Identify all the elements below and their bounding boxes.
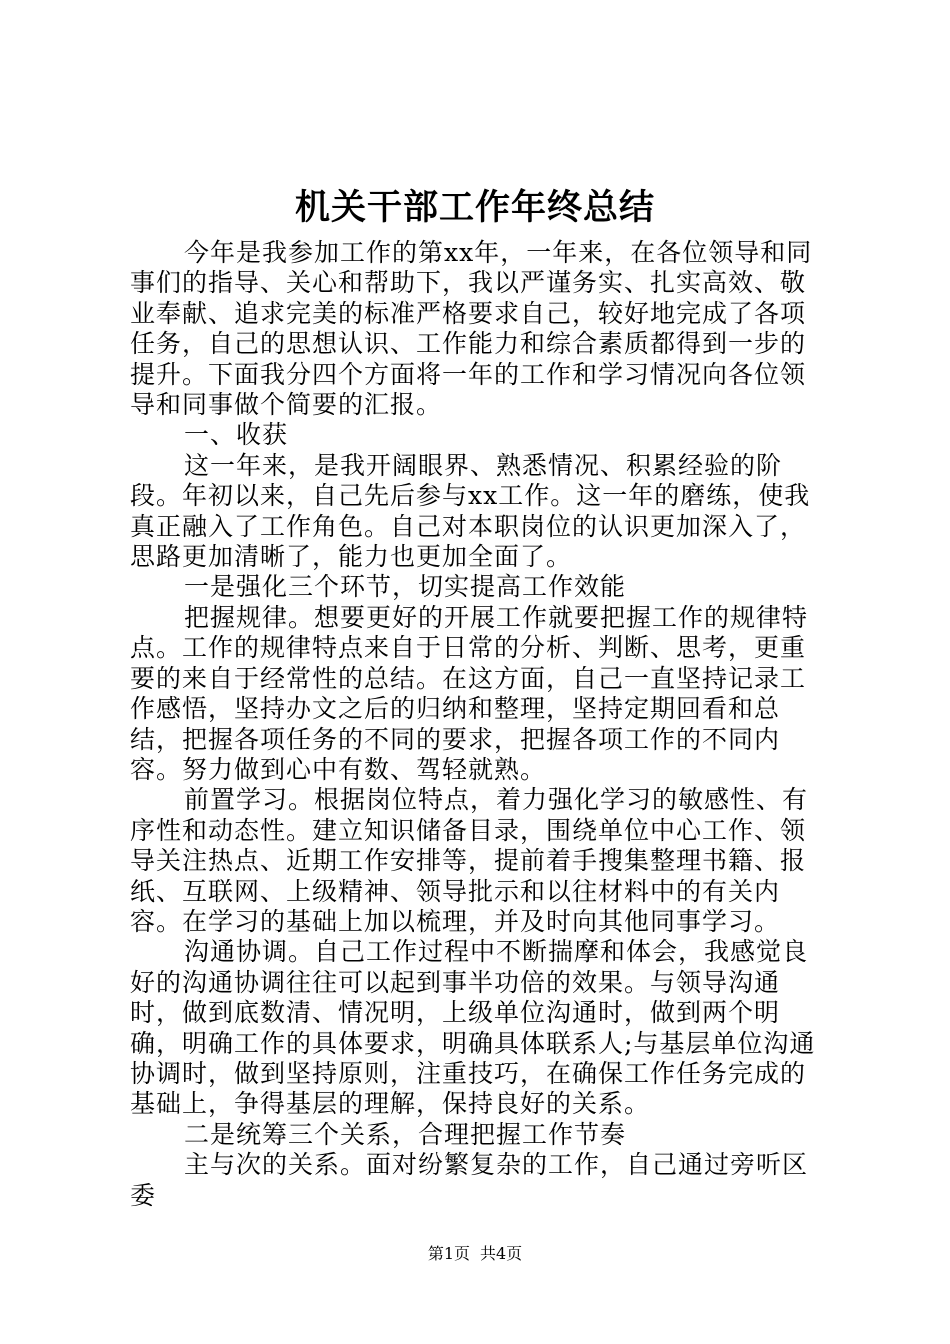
- subheading-three-links: 一是强化三个环节，切实提高工作效能: [184, 572, 627, 602]
- document-body: [130, 238, 830, 1211]
- page-total: 共4页: [480, 1244, 523, 1263]
- paragraph-intro: 今年是我参加工作的第xx年，一年来，在各位领导和同事们的指导、关心和帮助下，我以严谨务实、扎实高效、敬业奉献、追求完美的标准严格要求自己，较好地完成了各项任务，自己的思想认识、工作能力和综合素质都得到一步的提升。下面我分四个方面将一年的工作和学习情况向各位领导和同事做个简要的汇报。: [130, 238, 813, 420]
- page-footer: [0, 1243, 950, 1265]
- paragraph-grasp-rules: 把握规律。想要更好的开展工作就要把握工作的规律特点。工作的规律特点来自于日常的分析、判断、思考，更重要的来自于经常性的总结。在这方面，自己一直坚持记录工作感悟，坚持办文之后的归纳和整理，坚持定期回看和总结，把握各项任务的不同的要求，把握各项工作的不同内容。努力做到心中有数、驾轻就熟。: [130, 602, 809, 784]
- section-heading-harvest: 一、收获: [184, 420, 289, 450]
- document-title: 机关干部工作年终总结: [294, 187, 655, 228]
- page-number: 第1页: [427, 1244, 470, 1263]
- paragraph-primary-secondary: 主与次的关系。面对纷繁复杂的工作，自己通过旁听区委: [130, 1150, 809, 1210]
- subheading-three-relations: 二是统筹三个关系，合理把握工作节奏: [184, 1119, 627, 1149]
- paragraph-communication: 沟通协调。自己工作过程中不断揣摩和体会，我感觉良好的沟通协调往往可以起到事半功倍的效果。与领导沟通时，做到底数清、情况明，上级单位沟通时，做到两个明确，明确工作的具体要求，明确具体联系人;与基层单位沟通协调时，做到坚持原则，注重技巧，在确保工作任务完成的基础上，争得基层的理解，保持良好的关系。: [130, 937, 816, 1119]
- paragraph-front-learning: 前置学习。根据岗位特点，着力强化学习的敏感性、有序性和动态性。建立知识储备目录，围绕单位中心工作、领导关注热点、近期工作安排等，提前着手搜集整理书籍、报纸、互联网、上级精神、领导批示和以往材料中的有关内容。在学习的基础上加以梳理，并及时向其他同事学习。: [130, 785, 809, 936]
- paragraph-harvest: 这一年来，是我开阔眼界、熟悉情况、积累经验的阶段。年初以来，自己先后参与xx工作。这一年的磨练，使我真正融入了工作角色。自己对本职岗位的认识更加深入了，思路更加清晰了，能力也更加全面了。: [130, 450, 811, 572]
